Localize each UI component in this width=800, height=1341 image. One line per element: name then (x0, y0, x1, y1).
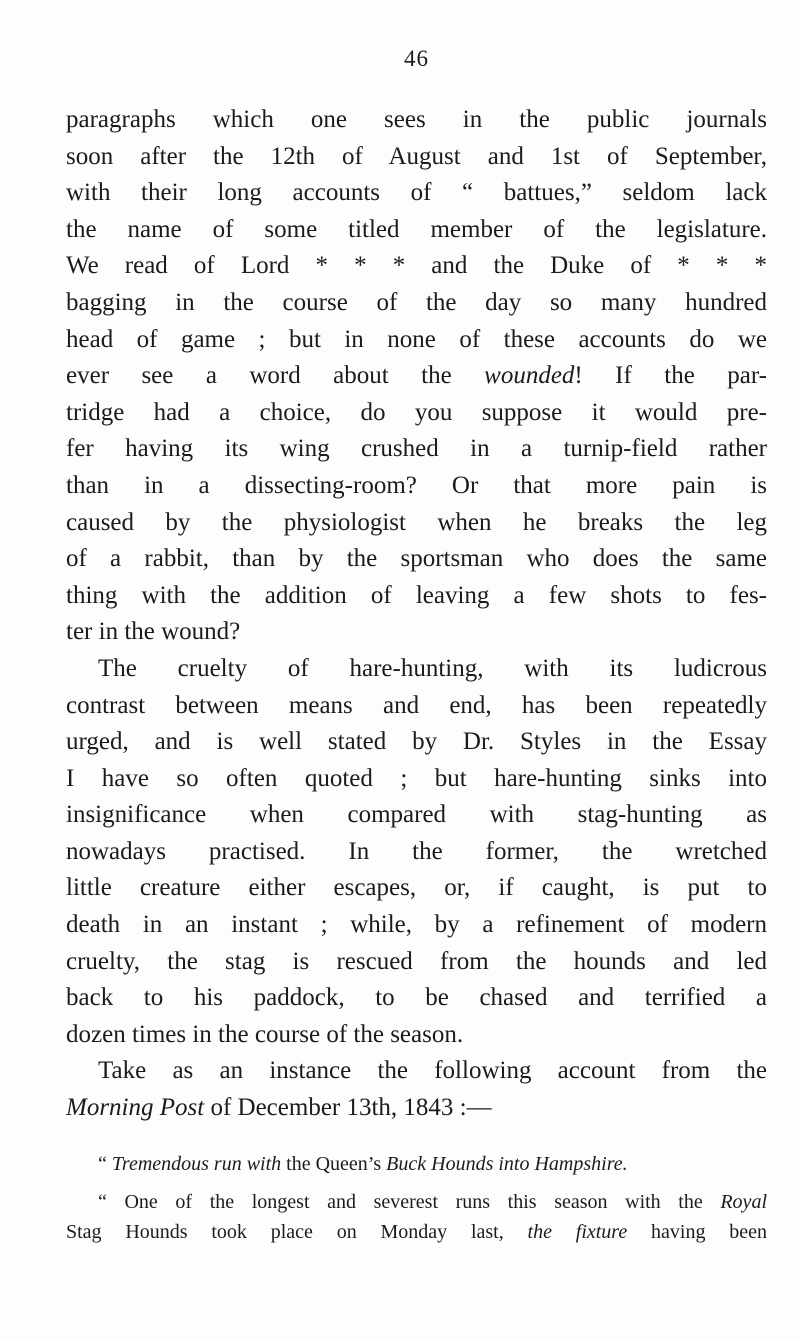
text-line (66, 1090, 767, 1127)
text-run: ever see a word about the (66, 362, 485, 390)
italic-run: Royal (720, 1190, 767, 1213)
paragraph-3 (66, 1053, 767, 1126)
italic-word-wounded: wounded (484, 362, 575, 390)
text-run: Stag Hounds took place on Monday last, (66, 1220, 528, 1243)
text-line: nowadays practised. In the former, the wretched (66, 837, 767, 865)
text-line: caused by the physiologist when he breaks the leg (66, 508, 767, 536)
text-line (66, 358, 767, 395)
paragraph-2 (66, 651, 767, 1054)
text-line: than in a dissecting-room? Or that more pain is (66, 471, 767, 499)
text-run: of December 13th, 1843 :— (204, 1094, 492, 1122)
body-text (66, 102, 767, 1127)
italic-run: the fixture (527, 1220, 628, 1243)
text-line: with their long accounts of “ battues,” seldom lack (66, 179, 767, 207)
text-line: urged, and is well stated by Dr. Styles in the Essay (66, 728, 767, 756)
quote-line (66, 1187, 767, 1217)
text-line: bagging in the course of the day so many hundred (66, 288, 767, 316)
italic-run: Buck Hounds into Hampshire. (386, 1152, 628, 1175)
text-line: paragraphs which one sees in the public journals (66, 106, 767, 133)
text-line: tridge had a choice, do you suppose it would pre- (66, 398, 767, 426)
text-line: death in an instant ; while, by a refinement of modern (66, 911, 767, 939)
text-line: ter in the wound? (66, 618, 241, 646)
paragraph-1 (66, 102, 767, 651)
text-line: the name of some titled member of the legislature. (66, 215, 767, 243)
text-line: cruelty, the stag is rescued from the hounds and led (66, 947, 767, 975)
quote-line (66, 1217, 767, 1247)
text-line: I have so often quoted ; but hare-hunting sinks into (66, 764, 767, 792)
italic-run: Tremendous run with (111, 1152, 282, 1175)
text-line: Take as an instance the following account from the (98, 1057, 767, 1085)
text-line: head of game ; but in none of these accounts do we (66, 325, 767, 353)
text-line: fer having its wing crushed in a turnip-field rather (66, 435, 767, 463)
text-run: having been (627, 1220, 768, 1243)
text-line: thing with the addition of leaving a few shots to fes- (66, 581, 767, 609)
text-run: “ (98, 1152, 112, 1175)
text-run: “ One of the longest and severest runs this season with the (98, 1190, 721, 1213)
text-line: soon after the 12th of August and 1st of September, (66, 142, 767, 170)
text-line: The cruelty of hare-hunting, with its ludicrous (98, 654, 767, 682)
page-number: 46 (404, 46, 429, 71)
text-line: We read of Lord * * * and the Duke of * * * (66, 252, 767, 280)
text-line: contrast between means and end, has been repeatedly (66, 691, 767, 719)
quote-heading (66, 1149, 767, 1179)
text-run: ! If the par- (574, 362, 768, 390)
text-line: dozen times in the course of the season. (66, 1020, 464, 1048)
text-line: back to his paddock, to be chased and terrified a (66, 984, 767, 1012)
text-run: the Queen’s (281, 1152, 387, 1175)
text-line: of a rabbit, than by the sportsman who does the same (66, 545, 767, 573)
newspaper-quote (66, 1149, 767, 1247)
text-line: little creature either escapes, or, if caught, is put to (66, 874, 767, 902)
italic-title-morning-post: Morning Post (66, 1094, 205, 1122)
text-line: insignificance when compared with stag-hunting as (66, 801, 767, 829)
